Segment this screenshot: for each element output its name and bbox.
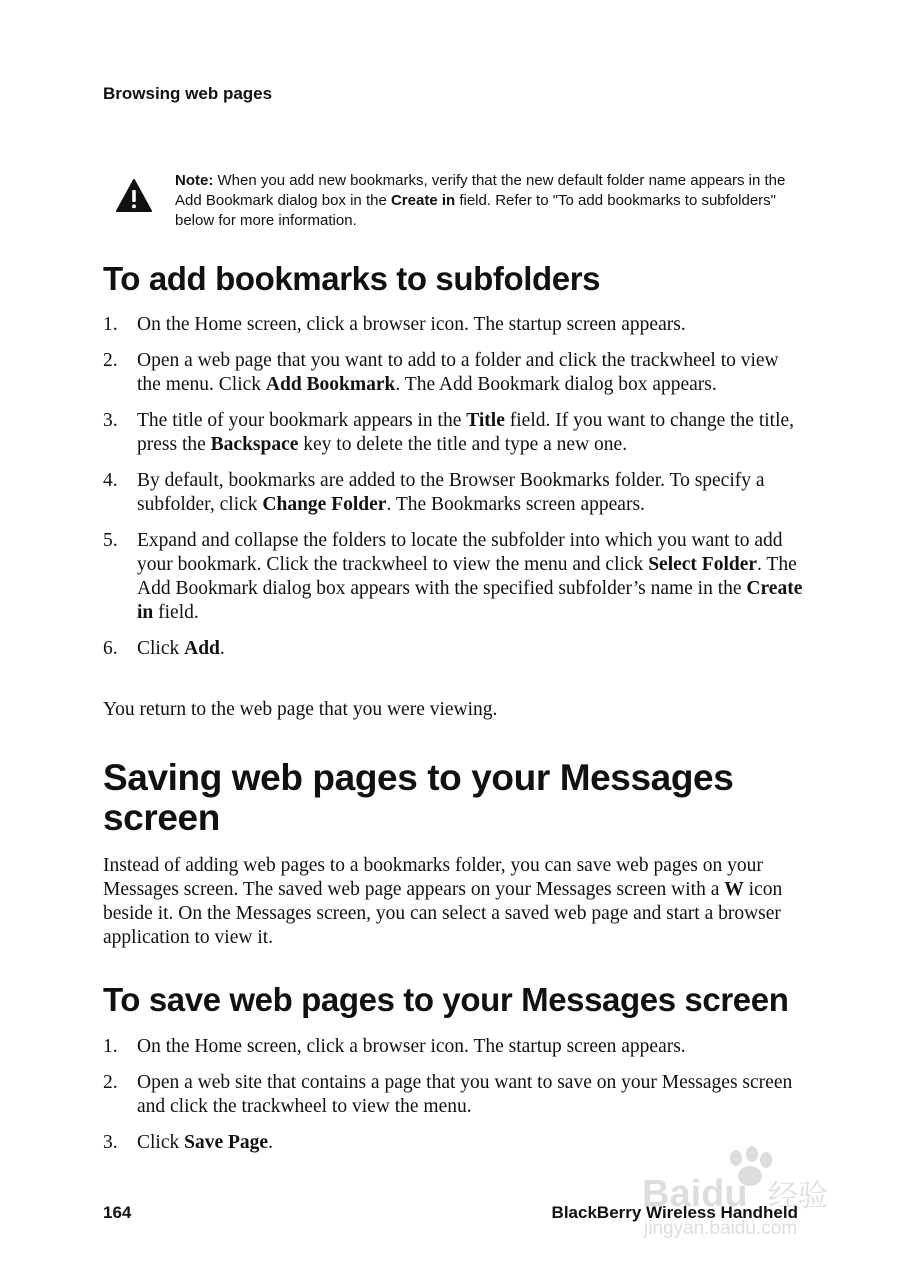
note-text: Note: When you add new bookmarks, verify that the new default folder name appears in the Add Bookmark dialog box in the Create in field. Refer to "To add bookmarks to subfolders" below for more information. bbox=[175, 172, 786, 229]
closing-paragraph: You return to the web page that you were viewing. bbox=[103, 699, 498, 720]
watermark-cn: 经验 bbox=[768, 1179, 828, 1214]
step-item: 5. Expand and collapse the folders to locate the subfolder into which you want to add your bookmark. Click the trackwheel to view the menu and click Select Folder. The Add Bookmark dialog box appears with the specified subfolder’s name in the Create in field. bbox=[103, 530, 803, 623]
step-item: 2. Open a web site that contains a page that you want to save on your Messages screen and click the trackwheel to view the menu. bbox=[103, 1072, 793, 1117]
heading-saving-web-pages: Saving web pages to your Messages screen bbox=[103, 757, 734, 838]
steps-save-web-pages bbox=[103, 1035, 803, 1167]
step-item: 6. Click Add. bbox=[103, 638, 225, 659]
heading-save-web-pages: To save web pages to your Messages screen bbox=[103, 981, 789, 1018]
footer-book-title: BlackBerry Wireless Handheld bbox=[551, 1203, 798, 1222]
steps-add-bookmarks bbox=[103, 313, 803, 673]
page-number: 164 bbox=[103, 1203, 132, 1222]
warning-triangle-icon bbox=[115, 177, 153, 215]
step-item: 2. Open a web page that you want to add to a folder and click the trackwheel to view the menu. Click Add Bookmark. The Add Bookmark dialog box appears. bbox=[103, 350, 779, 395]
watermark-brand: Baidu bbox=[642, 1173, 748, 1215]
note-callout bbox=[115, 171, 805, 231]
note-field-name: Create in bbox=[390, 192, 456, 209]
intro-paragraph: Instead of adding web pages to a bookmarks folder, you can save web pages on your Messages screen. The saved web page appears on your Messages screen with a W icon beside it. On the Messages screen, you can select a saved web page and start a browser application to view it. bbox=[103, 855, 783, 948]
step-item: 4. By default, bookmarks are added to the Browser Bookmarks folder. To specify a subfolder, click Change Folder. The Bookmarks screen appears. bbox=[103, 470, 765, 515]
note-label: Note: bbox=[175, 172, 214, 189]
heading-add-bookmarks-subfolders: To add bookmarks to subfolders bbox=[103, 260, 601, 297]
running-header: Browsing web pages bbox=[103, 84, 273, 103]
step-item: 3. The title of your bookmark appears in the Title field. If you want to change the title, press the Backspace key to delete the title and type a new one. bbox=[103, 410, 795, 455]
step-item: 1. On the Home screen, click a browser icon. The startup screen appears. bbox=[103, 1036, 686, 1057]
watermark-site: jingyan.baidu.com bbox=[644, 1218, 798, 1239]
step-item: 3. Click Save Page. bbox=[103, 1132, 273, 1153]
step-item: 1. On the Home screen, click a browser icon. The startup screen appears. bbox=[103, 314, 686, 335]
